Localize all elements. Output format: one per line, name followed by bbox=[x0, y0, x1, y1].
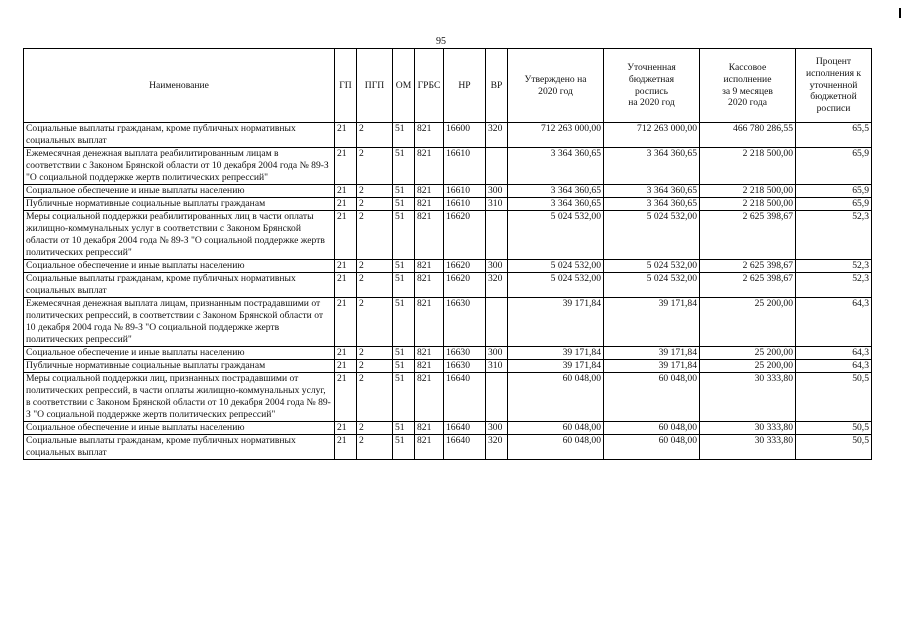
table-row bbox=[24, 346, 872, 359]
row-gp-cell: 21 bbox=[335, 147, 357, 184]
row-ppgp-cell: 2 bbox=[357, 297, 393, 346]
row-approved-cell: 3 364 360,65 bbox=[508, 184, 604, 197]
row-om-cell: 51 bbox=[393, 359, 415, 372]
row-nr-cell: 16610 bbox=[444, 197, 486, 210]
row-nr-cell: 16620 bbox=[444, 272, 486, 297]
row-nr-cell: 16640 bbox=[444, 372, 486, 421]
row-approved-cell: 39 171,84 bbox=[508, 359, 604, 372]
row-name-cell: Социальные выплаты гражданам, кроме публичных нормативных социальных выплат bbox=[24, 123, 335, 148]
row-name-cell: Меры социальной поддержки реабилитированных лиц в части оплаты жилищно-коммунальных услуг в соответствии с Законом Брянской области от 10 декабря 2004 года № 89-З "О социальной поддержке жертв политических репрессий" bbox=[24, 210, 335, 259]
table-row bbox=[24, 147, 872, 184]
row-percent-cell: 64,3 bbox=[796, 297, 872, 346]
row-cash-cell: 2 625 398,67 bbox=[700, 210, 796, 259]
header-om: ОМ bbox=[393, 49, 415, 123]
row-nr-cell: 16620 bbox=[444, 259, 486, 272]
row-ppgp-cell: 2 bbox=[357, 346, 393, 359]
row-grbs-cell: 821 bbox=[415, 147, 444, 184]
row-cash-cell: 25 200,00 bbox=[700, 346, 796, 359]
row-om-cell: 51 bbox=[393, 123, 415, 148]
row-grbs-cell: 821 bbox=[415, 272, 444, 297]
budget-table bbox=[23, 48, 872, 460]
table-row bbox=[24, 123, 872, 148]
row-nr-cell: 16620 bbox=[444, 210, 486, 259]
row-vr-cell: 320 bbox=[486, 434, 508, 459]
table-row bbox=[24, 184, 872, 197]
row-grbs-cell: 821 bbox=[415, 421, 444, 434]
row-cash-cell: 2 625 398,67 bbox=[700, 259, 796, 272]
row-om-cell: 51 bbox=[393, 147, 415, 184]
row-name-cell: Социальное обеспечение и иные выплаты населению bbox=[24, 421, 335, 434]
header-vr: ВР bbox=[486, 49, 508, 123]
row-om-cell: 51 bbox=[393, 346, 415, 359]
row-approved-cell: 5 024 532,00 bbox=[508, 259, 604, 272]
row-refined-cell: 39 171,84 bbox=[604, 297, 700, 346]
row-cash-cell: 25 200,00 bbox=[700, 297, 796, 346]
header-gp: ГП bbox=[335, 49, 357, 123]
row-om-cell: 51 bbox=[393, 197, 415, 210]
row-cash-cell: 2 218 500,00 bbox=[700, 184, 796, 197]
row-vr-cell: 320 bbox=[486, 123, 508, 148]
row-nr-cell: 16640 bbox=[444, 421, 486, 434]
row-refined-cell: 3 364 360,65 bbox=[604, 197, 700, 210]
row-grbs-cell: 821 bbox=[415, 359, 444, 372]
row-approved-cell: 5 024 532,00 bbox=[508, 210, 604, 259]
row-vr-cell: 300 bbox=[486, 184, 508, 197]
row-cash-cell: 30 333,80 bbox=[700, 434, 796, 459]
row-percent-cell: 65,9 bbox=[796, 197, 872, 210]
row-gp-cell: 21 bbox=[335, 421, 357, 434]
row-approved-cell: 3 364 360,65 bbox=[508, 197, 604, 210]
row-name-cell: Меры социальной поддержки лиц, признанных пострадавшими от политических репрессий, в части оплаты жилищно-коммунальных услуг, в соответствии с Законом Брянской области от 10 декабря 2004 года № 89-З "О социальной поддержке жертв политических репрессий" bbox=[24, 372, 335, 421]
row-percent-cell: 65,5 bbox=[796, 123, 872, 148]
row-grbs-cell: 821 bbox=[415, 297, 444, 346]
table-row bbox=[24, 197, 872, 210]
header-percent: Процент исполнения к уточненной бюджетной росписи bbox=[796, 49, 872, 123]
table-header-row bbox=[24, 49, 872, 123]
row-refined-cell: 39 171,84 bbox=[604, 359, 700, 372]
row-cash-cell: 466 780 286,55 bbox=[700, 123, 796, 148]
row-om-cell: 51 bbox=[393, 372, 415, 421]
row-vr-cell bbox=[486, 147, 508, 184]
table-row bbox=[24, 372, 872, 421]
row-gp-cell: 21 bbox=[335, 184, 357, 197]
row-om-cell: 51 bbox=[393, 184, 415, 197]
row-gp-cell: 21 bbox=[335, 346, 357, 359]
table-row bbox=[24, 421, 872, 434]
row-vr-cell: 300 bbox=[486, 346, 508, 359]
row-approved-cell: 3 364 360,65 bbox=[508, 147, 604, 184]
row-refined-cell: 712 263 000,00 bbox=[604, 123, 700, 148]
row-refined-cell: 60 048,00 bbox=[604, 434, 700, 459]
row-name-cell: Публичные нормативные социальные выплаты гражданам bbox=[24, 359, 335, 372]
row-grbs-cell: 821 bbox=[415, 197, 444, 210]
row-percent-cell: 50,5 bbox=[796, 421, 872, 434]
row-name-cell: Социальное обеспечение и иные выплаты населению bbox=[24, 259, 335, 272]
row-grbs-cell: 821 bbox=[415, 372, 444, 421]
row-approved-cell: 60 048,00 bbox=[508, 372, 604, 421]
table-row bbox=[24, 359, 872, 372]
row-percent-cell: 52,3 bbox=[796, 210, 872, 259]
row-refined-cell: 5 024 532,00 bbox=[604, 259, 700, 272]
row-vr-cell: 310 bbox=[486, 359, 508, 372]
table-row bbox=[24, 259, 872, 272]
row-name-cell: Социальные выплаты гражданам, кроме публичных нормативных социальных выплат bbox=[24, 272, 335, 297]
row-ppgp-cell: 2 bbox=[357, 197, 393, 210]
row-name-cell: Публичные нормативные социальные выплаты гражданам bbox=[24, 197, 335, 210]
row-gp-cell: 21 bbox=[335, 359, 357, 372]
row-ppgp-cell: 2 bbox=[357, 359, 393, 372]
row-approved-cell: 60 048,00 bbox=[508, 434, 604, 459]
row-cash-cell: 25 200,00 bbox=[700, 359, 796, 372]
row-grbs-cell: 821 bbox=[415, 210, 444, 259]
row-nr-cell: 16630 bbox=[444, 346, 486, 359]
header-ppgp: ПГП bbox=[357, 49, 393, 123]
row-grbs-cell: 821 bbox=[415, 346, 444, 359]
table-row bbox=[24, 297, 872, 346]
row-gp-cell: 21 bbox=[335, 297, 357, 346]
row-refined-cell: 60 048,00 bbox=[604, 421, 700, 434]
row-ppgp-cell: 2 bbox=[357, 434, 393, 459]
row-percent-cell: 52,3 bbox=[796, 272, 872, 297]
table-row bbox=[24, 272, 872, 297]
row-om-cell: 51 bbox=[393, 421, 415, 434]
row-percent-cell: 50,5 bbox=[796, 434, 872, 459]
row-name-cell: Социальные выплаты гражданам, кроме публичных нормативных социальных выплат bbox=[24, 434, 335, 459]
row-nr-cell: 16610 bbox=[444, 184, 486, 197]
row-vr-cell bbox=[486, 372, 508, 421]
row-nr-cell: 16610 bbox=[444, 147, 486, 184]
row-name-cell: Ежемесячная денежная выплата реабилитированным лицам в соответствии с Законом Брянской области от 10 декабря 2004 года № 89-З "О социальной поддержке жертв политических репрессий" bbox=[24, 147, 335, 184]
row-approved-cell: 60 048,00 bbox=[508, 421, 604, 434]
row-cash-cell: 2 625 398,67 bbox=[700, 272, 796, 297]
row-refined-cell: 3 364 360,65 bbox=[604, 147, 700, 184]
row-vr-cell bbox=[486, 210, 508, 259]
header-cash: Кассовое исполнение за 9 месяцев 2020 года bbox=[700, 49, 796, 123]
row-cash-cell: 2 218 500,00 bbox=[700, 197, 796, 210]
row-grbs-cell: 821 bbox=[415, 123, 444, 148]
row-name-cell: Ежемесячная денежная выплата лицам, признанным пострадавшими от политических репрессий, в соответствии с Законом Брянской области от 10 декабря 2004 года № 89-З "О социальной поддержке жертв политических репрессий" bbox=[24, 297, 335, 346]
table-body bbox=[24, 123, 872, 460]
row-cash-cell: 30 333,80 bbox=[700, 372, 796, 421]
row-percent-cell: 50,5 bbox=[796, 372, 872, 421]
row-grbs-cell: 821 bbox=[415, 259, 444, 272]
row-gp-cell: 21 bbox=[335, 123, 357, 148]
row-vr-cell: 300 bbox=[486, 421, 508, 434]
table-row bbox=[24, 434, 872, 459]
row-percent-cell: 64,3 bbox=[796, 346, 872, 359]
row-cash-cell: 2 218 500,00 bbox=[700, 147, 796, 184]
row-om-cell: 51 bbox=[393, 434, 415, 459]
row-gp-cell: 21 bbox=[335, 197, 357, 210]
header-refined: Уточненная бюджетная роспись на 2020 год bbox=[604, 49, 700, 123]
row-om-cell: 51 bbox=[393, 272, 415, 297]
row-vr-cell: 300 bbox=[486, 259, 508, 272]
row-gp-cell: 21 bbox=[335, 372, 357, 421]
row-refined-cell: 60 048,00 bbox=[604, 372, 700, 421]
row-percent-cell: 65,9 bbox=[796, 147, 872, 184]
row-ppgp-cell: 2 bbox=[357, 372, 393, 421]
edge-scan-mark bbox=[899, 8, 901, 18]
row-vr-cell bbox=[486, 297, 508, 346]
row-name-cell: Социальное обеспечение и иные выплаты населению bbox=[24, 184, 335, 197]
header-nr: НР bbox=[444, 49, 486, 123]
page-number: 95 bbox=[436, 36, 446, 47]
row-ppgp-cell: 2 bbox=[357, 184, 393, 197]
row-gp-cell: 21 bbox=[335, 272, 357, 297]
row-refined-cell: 5 024 532,00 bbox=[604, 210, 700, 259]
row-gp-cell: 21 bbox=[335, 259, 357, 272]
row-percent-cell: 52,3 bbox=[796, 259, 872, 272]
row-approved-cell: 39 171,84 bbox=[508, 297, 604, 346]
row-ppgp-cell: 2 bbox=[357, 272, 393, 297]
row-nr-cell: 16630 bbox=[444, 297, 486, 346]
row-percent-cell: 65,9 bbox=[796, 184, 872, 197]
row-approved-cell: 5 024 532,00 bbox=[508, 272, 604, 297]
row-grbs-cell: 821 bbox=[415, 434, 444, 459]
row-refined-cell: 39 171,84 bbox=[604, 346, 700, 359]
row-om-cell: 51 bbox=[393, 210, 415, 259]
row-refined-cell: 5 024 532,00 bbox=[604, 272, 700, 297]
row-om-cell: 51 bbox=[393, 297, 415, 346]
row-approved-cell: 39 171,84 bbox=[508, 346, 604, 359]
row-cash-cell: 30 333,80 bbox=[700, 421, 796, 434]
header-approved: Утверждено на 2020 год bbox=[508, 49, 604, 123]
row-nr-cell: 16630 bbox=[444, 359, 486, 372]
header-grbs: ГРБС bbox=[415, 49, 444, 123]
row-ppgp-cell: 2 bbox=[357, 147, 393, 184]
row-nr-cell: 16640 bbox=[444, 434, 486, 459]
row-grbs-cell: 821 bbox=[415, 184, 444, 197]
row-gp-cell: 21 bbox=[335, 434, 357, 459]
row-nr-cell: 16600 bbox=[444, 123, 486, 148]
row-ppgp-cell: 2 bbox=[357, 421, 393, 434]
row-vr-cell: 320 bbox=[486, 272, 508, 297]
table-row bbox=[24, 210, 872, 259]
row-gp-cell: 21 bbox=[335, 210, 357, 259]
row-name-cell: Социальное обеспечение и иные выплаты населению bbox=[24, 346, 335, 359]
row-refined-cell: 3 364 360,65 bbox=[604, 184, 700, 197]
row-approved-cell: 712 263 000,00 bbox=[508, 123, 604, 148]
row-ppgp-cell: 2 bbox=[357, 210, 393, 259]
row-percent-cell: 64,3 bbox=[796, 359, 872, 372]
header-name: Наименование bbox=[24, 49, 335, 123]
row-om-cell: 51 bbox=[393, 259, 415, 272]
row-ppgp-cell: 2 bbox=[357, 259, 393, 272]
row-ppgp-cell: 2 bbox=[357, 123, 393, 148]
row-vr-cell: 310 bbox=[486, 197, 508, 210]
